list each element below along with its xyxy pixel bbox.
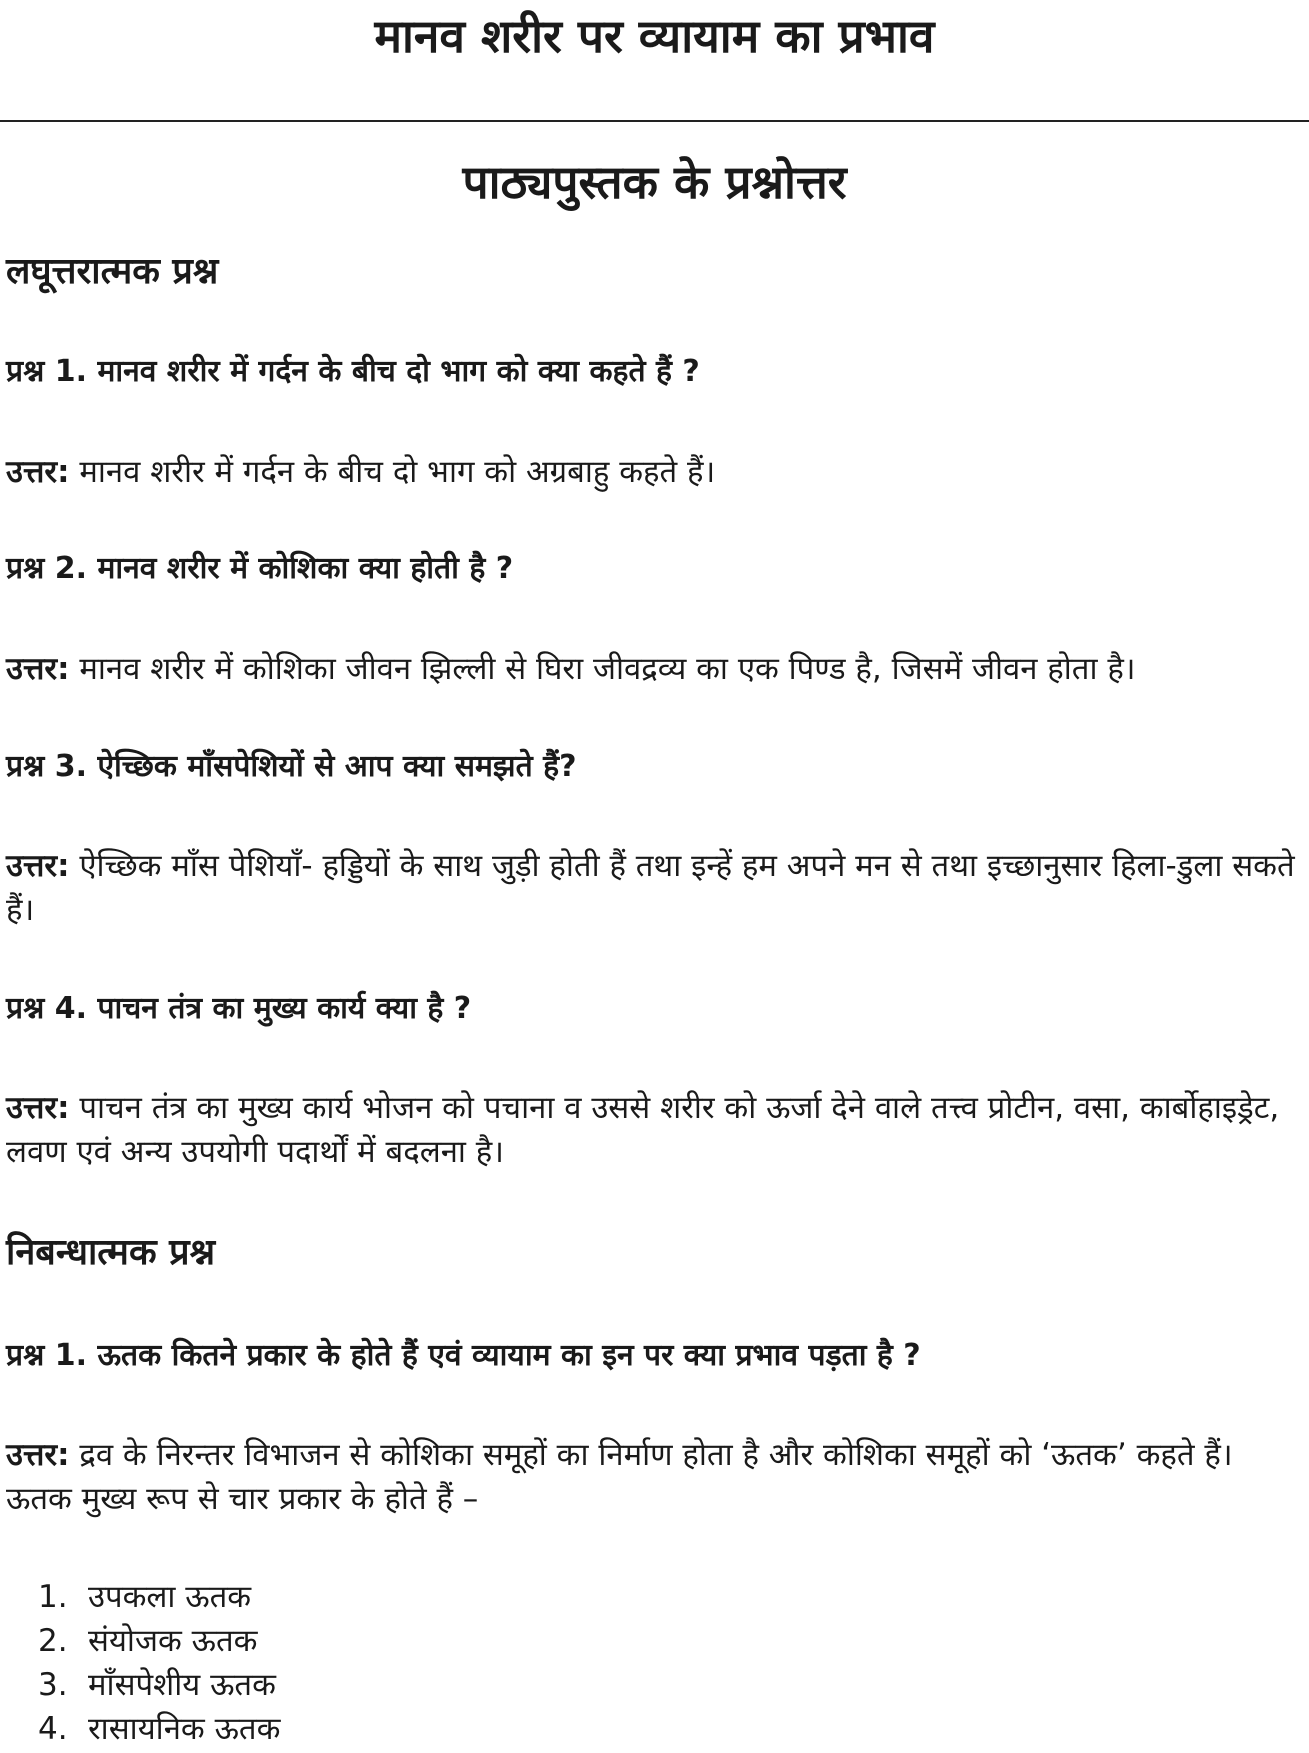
answer-short-2 (6, 647, 1301, 691)
answer-text: मानव शरीर में गर्दन के बीच दो भाग को अग्रबाहु कहते हैं। (79, 454, 716, 490)
answer-label: उत्तर: (6, 1437, 70, 1473)
question-short-4: प्रश्न 4. पाचन तंत्र का मुख्य कार्य क्या है ? (6, 991, 472, 1026)
tissue-types-list (6, 1575, 280, 1751)
answer-label: उत्तर: (6, 454, 70, 490)
page-title: मानव शरीर पर व्यायाम का प्रभाव (374, 9, 935, 63)
list-number: 1. (38, 1579, 68, 1615)
answer-text: द्रव के निरन्तर विभाजन से कोशिका समूहों का निर्माण होता है और कोशिका समूहों को ‘ऊतक’ कहते हैं। ऊतक मुख्य रूप से चार प्रकार के होते हैं – (6, 1437, 1233, 1517)
answer-label: उत्तर: (6, 848, 70, 884)
list-item (6, 1575, 280, 1619)
list-item (6, 1619, 280, 1663)
list-text: रासायनिक ऊतक (88, 1711, 281, 1747)
answer-short-3 (6, 844, 1301, 932)
question-essay-1: प्रश्न 1. ऊतक कितने प्रकार के होते हैं एवं व्यायाम का इन पर क्या प्रभाव पड़ता है ? (6, 1338, 921, 1373)
title-divider (0, 120, 1309, 122)
question-short-3: प्रश्न 3. ऐच्छिक माँसपेशियों से आप क्या समझते हैं? (6, 749, 577, 784)
list-number: 4. (38, 1711, 68, 1747)
list-text: संयोजक ऊतक (88, 1623, 258, 1659)
list-number: 2. (38, 1623, 68, 1659)
section-heading-essay: निबन्धात्मक प्रश्न (6, 1232, 216, 1273)
list-text: माँसपेशीय ऊतक (88, 1667, 276, 1703)
answer-text: मानव शरीर में कोशिका जीवन झिल्ली से घिरा जीवद्रव्य का एक पिण्ड है, जिसमें जीवन होता है। (79, 651, 1136, 687)
answer-short-1 (6, 450, 1301, 494)
list-number: 3. (38, 1667, 68, 1703)
list-text: उपकला ऊतक (88, 1579, 252, 1615)
question-short-2: प्रश्न 2. मानव शरीर में कोशिका क्या होती है ? (6, 551, 514, 586)
answer-label: उत्तर: (6, 651, 70, 687)
answer-label: उत्तर: (6, 1090, 70, 1126)
answer-essay-1 (6, 1433, 1301, 1521)
answer-short-4 (6, 1086, 1301, 1174)
answer-text: पाचन तंत्र का मुख्य कार्य भोजन को पचाना व उससे शरीर को ऊर्जा देने वाले तत्त्व प्रोटीन, वसा, कार्बोहाइड्रेट, लवण एवं अन्य उपयोगी पदार्थों में बदलना है। (6, 1090, 1280, 1170)
question-short-1: प्रश्न 1. मानव शरीर में गर्दन के बीच दो भाग को क्या कहते हैं ? (6, 354, 700, 389)
answer-text: ऐच्छिक माँस पेशियाँ- हड्डियों के साथ जुड़ी होती हैं तथा इन्हें हम अपने मन से तथा इच्छानुसार हिला-डुला सकते हैं। (6, 848, 1295, 928)
section-heading-short: लघूत्तरात्मक प्रश्न (6, 251, 219, 292)
list-item (6, 1663, 280, 1707)
page-subtitle: पाठ्यपुस्तक के प्रश्नोत्तर (462, 155, 847, 209)
list-item (6, 1707, 280, 1751)
